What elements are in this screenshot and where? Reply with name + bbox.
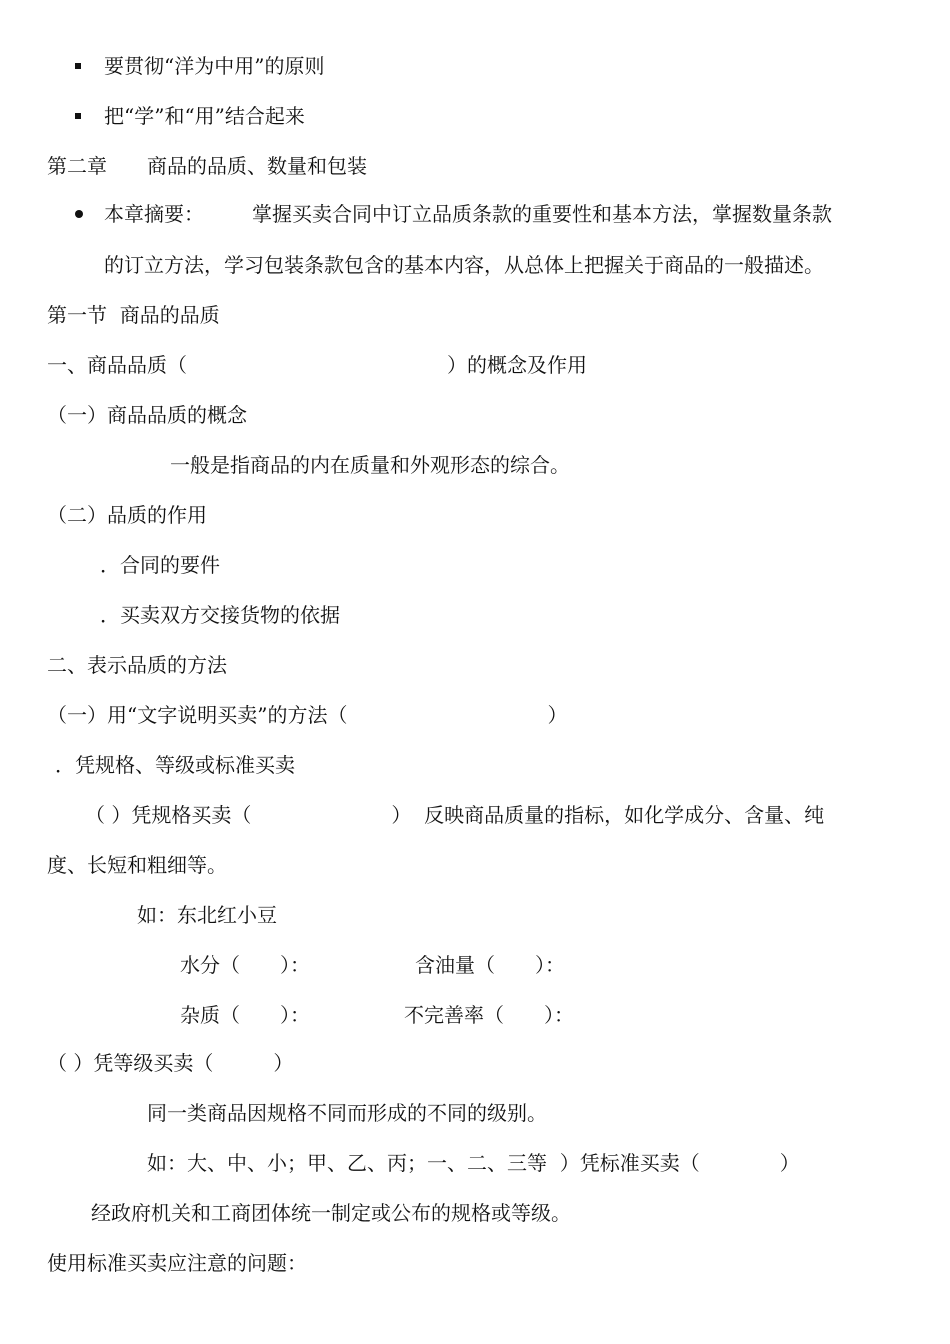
list-item: ．买卖双方交接货物的依据 <box>100 603 340 627</box>
bullet-square-icon <box>75 63 81 69</box>
example-imperfect: 不完善率（ ）： <box>404 1003 574 1027</box>
subheading: （二）品质的作用 <box>47 503 207 527</box>
bullet-square-icon <box>75 113 81 119</box>
subheading: （一）用“文字说明买卖”的方法（ ） <box>47 703 568 727</box>
chapter-heading: 第二章 商品的品质、数量和包装 <box>47 154 367 178</box>
summary-line: 掌握买卖合同中订立品质条款的重要性和基本方法，掌握数量条款 <box>252 202 832 226</box>
heading: 二、表示品质的方法 <box>47 653 227 677</box>
example-oil: 含油量（ ）： <box>415 953 565 977</box>
list-item: ．合同的要件 <box>100 553 220 577</box>
spec-line: 度、长短和粗细等。 <box>47 853 227 877</box>
list-item: ．凭规格、等级或标准买卖 <box>55 753 295 777</box>
bullet-dot-icon <box>75 210 83 218</box>
section-heading: 第一节 商品的品质 <box>47 303 220 327</box>
spec-line: （ ）凭规格买卖（ ） 反映商品质量的指标，如化学成分、含量、纯 <box>85 803 825 827</box>
grade-title: （ ）凭等级买卖（ ） <box>47 1051 294 1075</box>
summary-line: 的订立方法，学习包装条款包含的基本内容，从总体上把握关于商品的一般描述。 <box>104 253 824 277</box>
example-moisture: 水分（ ）： <box>180 953 310 977</box>
example-title: 如：东北红小豆 <box>137 903 277 927</box>
note-heading: 使用标准买卖应注意的问题： <box>47 1251 307 1275</box>
subheading: （一）商品品质的概念 <box>47 403 247 427</box>
paragraph: 一般是指商品的内在质量和外观形态的综合。 <box>170 453 570 477</box>
bullet-item: 把“学”和“用”结合起来 <box>104 104 305 128</box>
grade-example: 如：大、中、小；甲、乙、丙；一、二、三等 ）凭标准买卖（ ） <box>147 1151 800 1175</box>
heading: 一、商品品质（ ）的概念及作用 <box>47 353 587 377</box>
example-impurity: 杂质（ ）： <box>180 1003 310 1027</box>
bullet-item: 要贯彻“洋为中用”的原则 <box>104 54 325 78</box>
standard-desc: 经政府机关和工商团体统一制定或公布的规格或等级。 <box>91 1201 571 1225</box>
summary-label: 本章摘要： <box>104 202 204 226</box>
grade-desc: 同一类商品因规格不同而形成的不同的级别。 <box>147 1101 547 1125</box>
